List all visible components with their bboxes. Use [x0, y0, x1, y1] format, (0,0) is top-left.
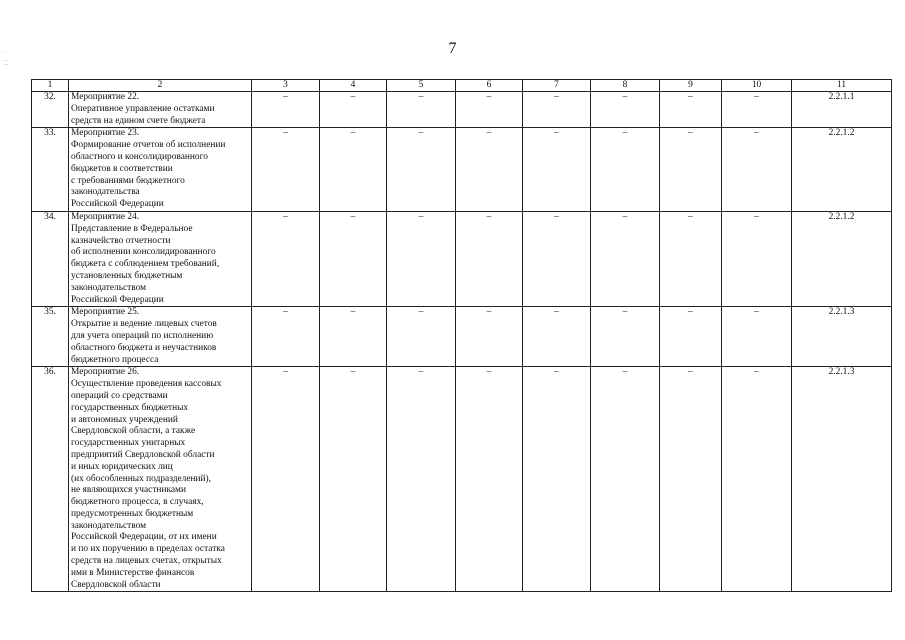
column-number-header: 10 [722, 80, 792, 92]
table-row [32, 128, 892, 212]
empty-value-dash: – [722, 128, 792, 212]
table-row [32, 211, 892, 306]
empty-value-dash: – [456, 367, 523, 592]
empty-value-dash: – [387, 307, 456, 367]
empty-value-dash: – [387, 128, 456, 212]
description-line: Российской Федерации [71, 199, 164, 210]
description-line: и иных юридических лиц [71, 461, 173, 472]
empty-value-dash: – [320, 128, 387, 212]
empty-value-dash: – [320, 307, 387, 367]
description-line: средств на едином счете бюджета [71, 115, 206, 126]
empty-value-dash: – [456, 92, 523, 128]
description-line: (их обособленных подразделений), [71, 473, 212, 484]
empty-value-dash: – [252, 92, 320, 128]
description-line: Осуществление проведения кассовых [71, 379, 222, 390]
column-number-header: 9 [660, 80, 722, 92]
empty-value-dash: – [252, 367, 320, 592]
empty-value-dash: – [591, 92, 660, 128]
description-line: Свердловской области, а также [71, 426, 196, 437]
empty-value-dash: – [591, 211, 660, 306]
empty-value-dash: – [523, 211, 591, 306]
description-line: для учета операций по исполнению [71, 330, 214, 341]
empty-value-dash: – [523, 92, 591, 128]
empty-value-dash: – [722, 367, 792, 592]
margin-scan-mark: · .. ·· [4, 49, 9, 69]
row-number: 36. [32, 367, 69, 592]
empty-value-dash: – [660, 128, 722, 212]
empty-value-dash: – [456, 128, 523, 212]
description-line: не являющихся участниками [71, 485, 186, 496]
row-number: 32. [32, 92, 69, 128]
column-number-header: 11 [792, 80, 892, 92]
empty-value-dash: – [252, 128, 320, 212]
target-code: 2.2.1.1 [792, 92, 892, 128]
description-line: Мероприятие 23. [71, 128, 140, 139]
empty-value-dash: – [591, 128, 660, 212]
description-line: государственных унитарных [71, 438, 186, 449]
empty-value-dash: – [523, 128, 591, 212]
empty-value-dash: – [387, 211, 456, 306]
description-line: законодательством [71, 520, 147, 531]
activity-description [69, 367, 252, 592]
empty-value-dash: – [660, 211, 722, 306]
empty-value-dash: – [320, 211, 387, 306]
empty-value-dash: – [722, 307, 792, 367]
column-number-header: 6 [456, 80, 523, 92]
description-line: Открытие и ведение лицевых счетов [71, 319, 217, 330]
description-line: и по их поручению в пределах остатка [71, 544, 225, 555]
description-line: с требованиями бюджетного [71, 175, 185, 186]
table-row [32, 92, 892, 128]
empty-value-dash: – [523, 307, 591, 367]
description-line: Мероприятие 24. [71, 211, 140, 222]
description-line: и автономных учреждений [71, 414, 178, 425]
column-number-header: 1 [32, 80, 69, 92]
empty-value-dash: – [591, 367, 660, 592]
empty-value-dash: – [660, 307, 722, 367]
column-number-header: 8 [591, 80, 660, 92]
empty-value-dash: – [660, 367, 722, 592]
description-line: областного бюджета и неучастников [71, 342, 217, 353]
table-row [32, 307, 892, 367]
target-code: 2.2.1.3 [792, 307, 892, 367]
page-number: 7 [448, 40, 457, 57]
empty-value-dash: – [591, 307, 660, 367]
description-line: Формирование отчетов об исполнении [71, 140, 226, 151]
description-line: об исполнении консолидированного [71, 247, 216, 258]
column-numbers-row [32, 80, 892, 92]
empty-value-dash: – [456, 307, 523, 367]
activity-description [69, 211, 252, 306]
description-line: установленных бюджетным [71, 270, 183, 281]
empty-value-dash: – [252, 211, 320, 306]
target-code: 2.2.1.2 [792, 128, 892, 212]
table-body [32, 92, 892, 592]
column-number-header: 2 [69, 80, 252, 92]
row-number: 34. [32, 211, 69, 306]
empty-value-dash: – [523, 367, 591, 592]
description-line: Российской Федерации, от их имени [71, 532, 217, 543]
column-number-header: 7 [523, 80, 591, 92]
description-line: областного и консолидированного [71, 151, 208, 162]
empty-value-dash: – [387, 92, 456, 128]
description-line: средств на лицевых счетах, открытых [71, 556, 222, 567]
empty-value-dash: – [660, 92, 722, 128]
target-code: 2.2.1.2 [792, 211, 892, 306]
description-line: казначейство отчетности [71, 235, 171, 246]
row-number: 33. [32, 128, 69, 212]
empty-value-dash: – [722, 211, 792, 306]
activities-table [31, 79, 892, 592]
table-row [32, 367, 892, 592]
description-line: Мероприятие 26. [71, 367, 140, 378]
description-line: бюджета с соблюдением требований, [71, 259, 220, 270]
column-number-header: 5 [387, 80, 456, 92]
description-line: законодательством [71, 282, 147, 293]
description-line: ими в Министерстве финансов [71, 567, 195, 578]
column-number-header: 4 [320, 80, 387, 92]
description-line: Мероприятие 22. [71, 92, 140, 102]
column-number-header: 3 [252, 80, 320, 92]
description-line: операций со средствами [71, 390, 168, 401]
activity-description [69, 92, 252, 128]
description-line: Российской Федерации [71, 294, 164, 305]
target-code: 2.2.1.3 [792, 367, 892, 592]
description-line: бюджетов в соответствии [71, 163, 173, 174]
activity-description [69, 307, 252, 367]
description-line: предусмотренных бюджетным [71, 508, 194, 519]
row-number: 35. [32, 307, 69, 367]
description-line: предприятий Свердловской области [71, 449, 215, 460]
empty-value-dash: – [456, 211, 523, 306]
description-line: государственных бюджетных [71, 402, 189, 413]
description-line: бюджетного процесса [71, 354, 159, 365]
activity-description [69, 128, 252, 212]
description-line: бюджетного процесса, в случаях, [71, 497, 204, 508]
description-line: Представление в Федеральное [71, 223, 193, 234]
description-line: Свердловской области [71, 579, 161, 590]
empty-value-dash: – [252, 307, 320, 367]
description-line: Мероприятие 25. [71, 307, 140, 318]
empty-value-dash: – [722, 92, 792, 128]
description-line: Оперативное управление остатками [71, 103, 215, 114]
description-line: законодательства [71, 187, 140, 198]
empty-value-dash: – [387, 367, 456, 592]
empty-value-dash: – [320, 367, 387, 592]
empty-value-dash: – [320, 92, 387, 128]
